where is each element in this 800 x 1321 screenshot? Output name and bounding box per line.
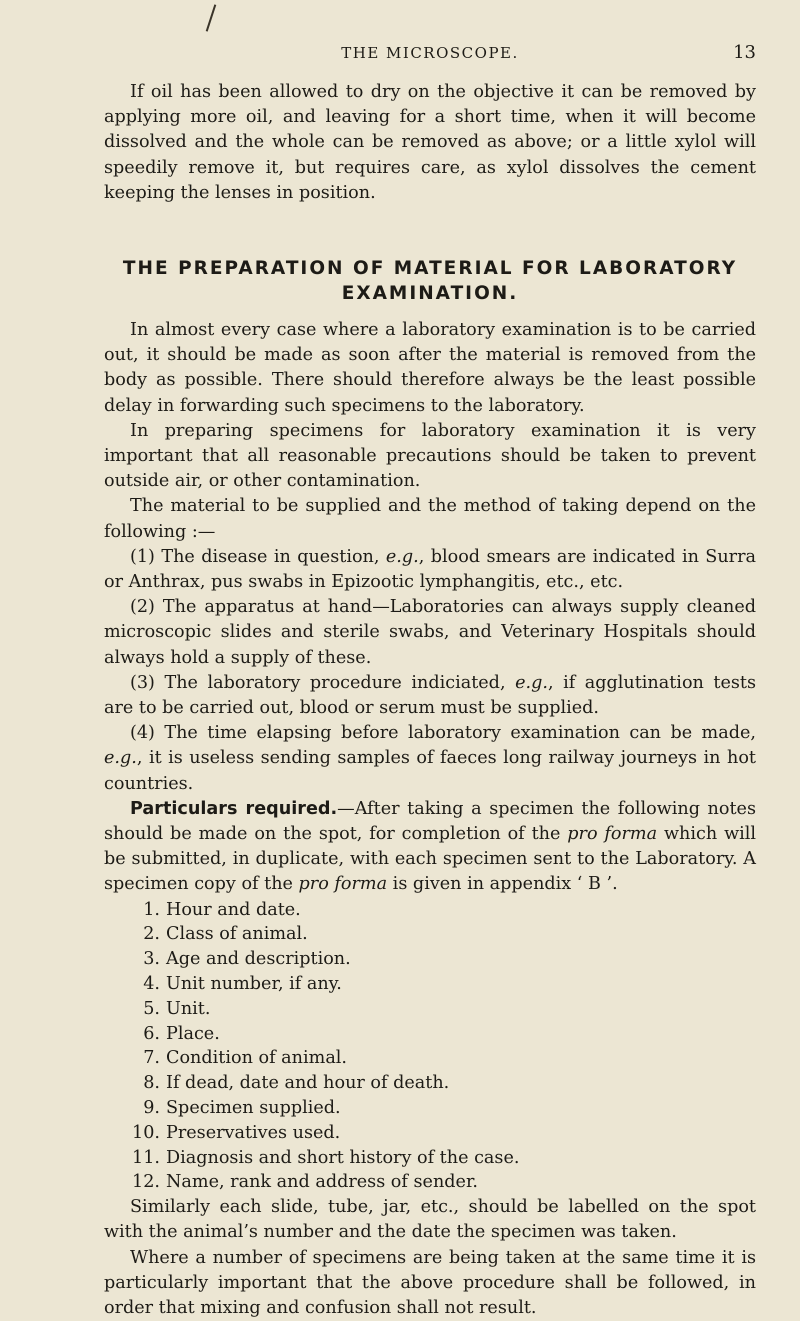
section-heading-line-2: EXAMINATION. (341, 283, 519, 305)
point-text: The disease in question, (161, 546, 386, 567)
list-item (130, 1046, 756, 1071)
list-item (130, 1096, 756, 1121)
closing-paragraph: Similarly each slide, tube, jar, etc., should be labelled on the spot with the animal’s number and the date the specimen was taken. (104, 1197, 756, 1243)
list-number: 3. (143, 949, 160, 970)
particulars-text: which will be submitted, in duplicate, with each specimen sent to the Laboratory. A specimen copy of the (104, 824, 757, 895)
body-paragraph: In preparing specimens for laboratory examination it is very important that all reasonable precautions should be taken to prevent outside air, or other contamination. (104, 420, 756, 492)
list-number: 11. (132, 1147, 160, 1168)
particulars-text: —After taking a specimen the following notes should be made on the spot, for completion of the (104, 798, 756, 845)
point-abbreviation: e.g. (515, 672, 548, 693)
body-paragraph: The material to be supplied and the method of taking depend on the following :— (104, 496, 756, 542)
page-number: 13 (733, 42, 756, 63)
list-text: If dead, date and hour of death. (166, 1073, 450, 1094)
list-number: 9. (143, 1098, 160, 1119)
point-number: (2) (130, 597, 155, 618)
running-title: THE MICROSCOPE. (341, 44, 519, 62)
list-item (130, 922, 756, 947)
pro-forma-term: pro forma (567, 824, 658, 845)
point-text: The time elapsing before laboratory examination can be made, (164, 723, 756, 744)
particulars-text: is given in appendix ‘ B ’. (387, 874, 618, 895)
list-text: Specimen supplied. (166, 1098, 341, 1119)
list-number: 7. (143, 1048, 160, 1069)
list-number: 8. (143, 1073, 160, 1094)
list-text: Name, rank and address of sender. (166, 1172, 479, 1193)
list-text: Hour and date. (166, 899, 301, 920)
list-number: 5. (143, 998, 160, 1019)
list-item (130, 1170, 756, 1195)
pro-forma-term: pro forma (298, 874, 388, 895)
section-heading-line-1: THE PREPARATION OF MATERIAL FOR LABORATORY (122, 258, 738, 280)
list-text: Age and description. (166, 949, 351, 970)
list-number: 6. (143, 1023, 160, 1044)
list-item (130, 1071, 756, 1096)
list-number: 10. (132, 1122, 160, 1143)
particulars-paragraph (104, 797, 756, 898)
list-number: 4. (143, 974, 160, 995)
list-item (130, 947, 756, 972)
list-item (130, 1121, 756, 1146)
point-text: , blood smears are indicated in Surra or Anthrax, pus swabs in Epizootic lymphangitis, etc., etc. (104, 546, 756, 593)
numbered-point (104, 721, 756, 797)
list-number: 1. (143, 899, 160, 920)
point-number: (3) (130, 672, 155, 693)
particulars-lead: Particulars required. (130, 798, 338, 819)
particulars-list (104, 898, 756, 1196)
list-text: Unit number, if any. (166, 974, 342, 995)
body-paragraph: In almost every case where a laboratory examination is to be carried out, it should be made as soon after the material is removed from the body as possible. There should therefore always be the least possible delay in forwarding such specimens to the laboratory. (104, 320, 756, 416)
closing-paragraph: Where a number of specimens are being taken at the same time it is particularly important that the above procedure shall be followed, in order that mixing and confusion shall not result. (104, 1247, 756, 1319)
point-text: , it is useless sending samples of faeces long railway journeys in hot countries. (104, 748, 756, 794)
point-abbreviation: e.g. (385, 546, 419, 567)
point-text: , if agglutination tests are to be carried out, blood or serum must be supplied. (104, 672, 757, 719)
point-text: The laboratory procedure indiciated, (164, 672, 516, 693)
point-abbreviation: e.g. (104, 748, 137, 769)
point-number: (1) (130, 546, 155, 567)
list-text: Diagnosis and short history of the case. (166, 1147, 520, 1168)
list-text: Preservatives used. (166, 1122, 341, 1143)
numbered-point (104, 671, 756, 721)
list-item (130, 972, 756, 997)
list-item (130, 1146, 756, 1171)
list-item (130, 997, 756, 1022)
list-number: 12. (132, 1172, 160, 1193)
running-header (104, 40, 756, 62)
point-number: (4) (130, 723, 155, 744)
list-item (130, 898, 756, 923)
intro-paragraph: If oil has been allowed to dry on the objective it can be removed by applying more oil, and leaving for a short time, when it will become dissolved and the whole can be removed as above; or a little xylol will speedily remove it, but requires care, as xylol dissolves the cement keeping the lenses in position. (104, 82, 756, 203)
list-item (130, 1022, 756, 1047)
list-text: Place. (166, 1023, 220, 1044)
list-text: Unit. (166, 998, 211, 1019)
section-heading (104, 256, 756, 306)
numbered-point (104, 595, 756, 671)
point-text: The apparatus at hand—Laboratories can always supply cleaned microscopic slides and sterile swabs, and Veterinary Hospitals should always hold a supply of these. (104, 597, 756, 668)
list-text: Class of animal. (166, 924, 308, 945)
numbered-point (104, 545, 756, 595)
list-text: Condition of animal. (166, 1048, 348, 1069)
list-number: 2. (143, 924, 160, 945)
